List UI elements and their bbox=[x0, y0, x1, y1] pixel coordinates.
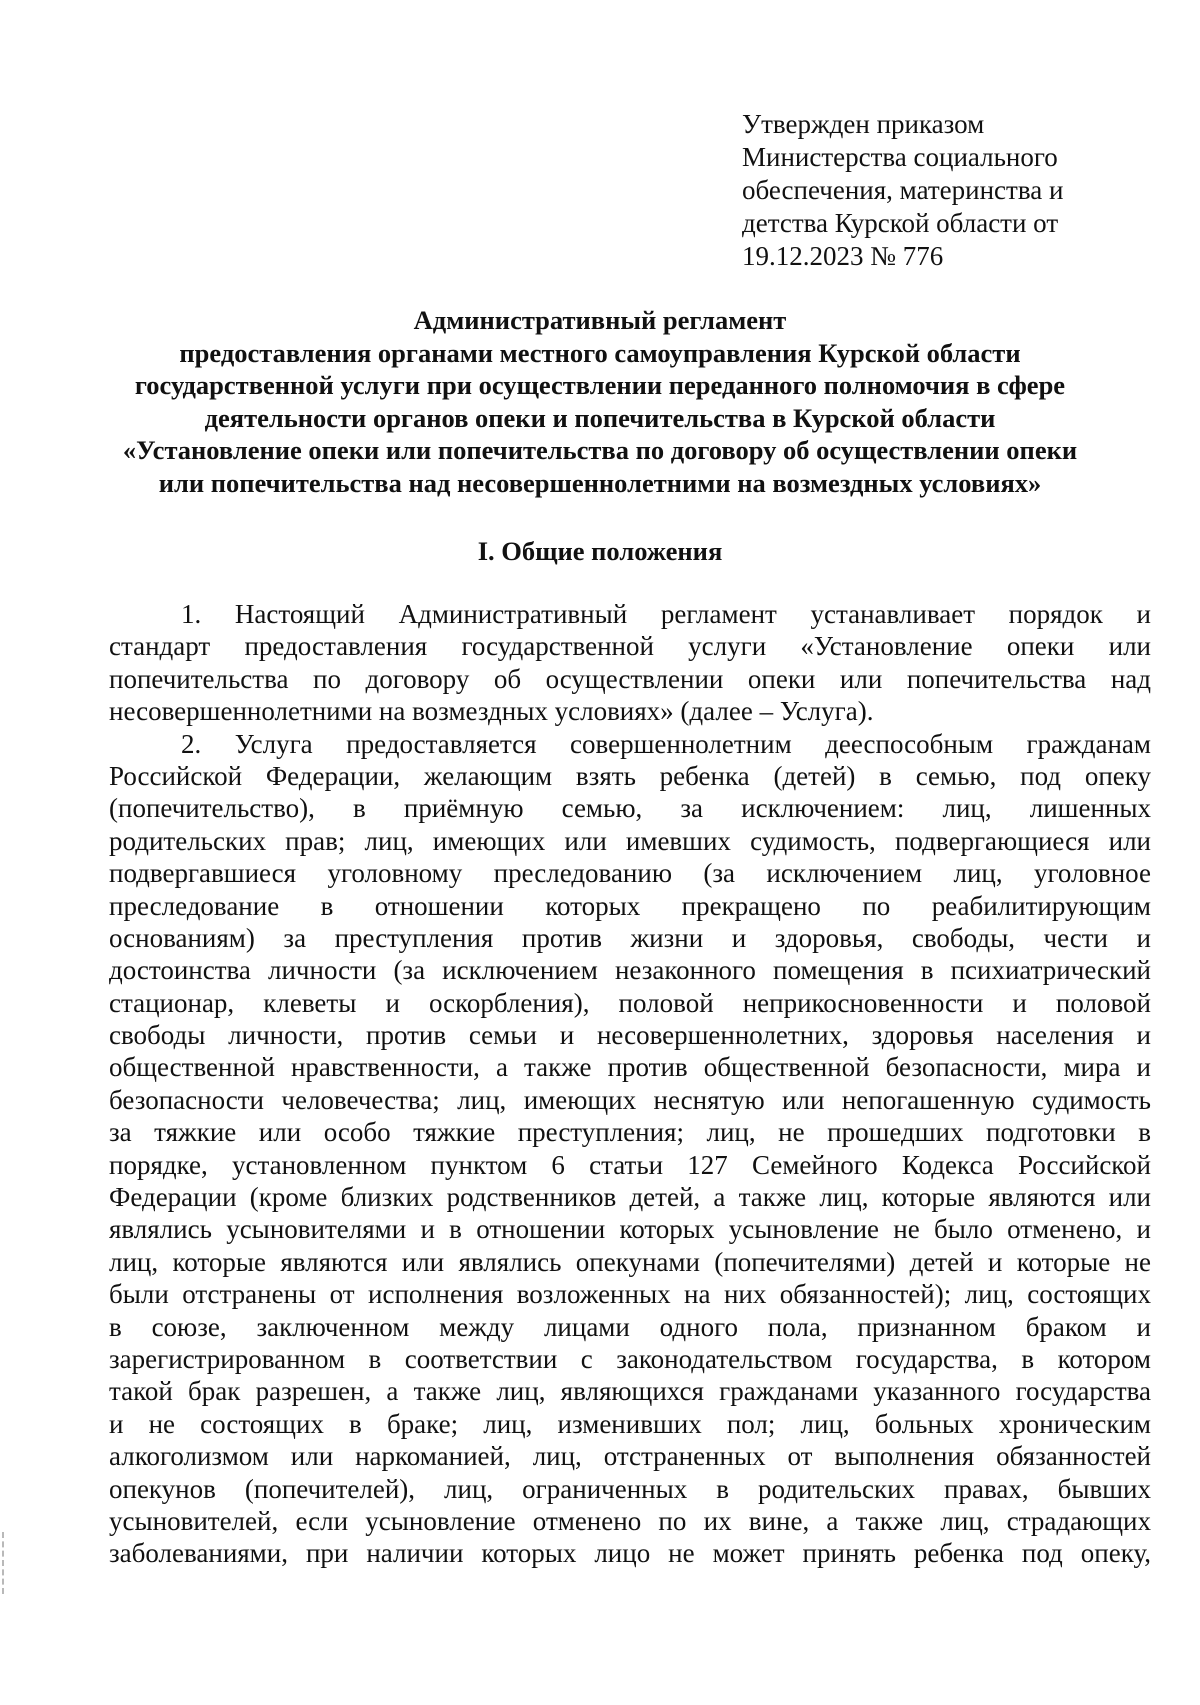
paragraph-2-line: (попечительство), в приёмную семью, за исключением: лиц, лишенных bbox=[109, 793, 1151, 824]
paragraph-2-line: были отстранены от исполнения возложенных на них обязанностей); лиц, состоящих bbox=[109, 1279, 1151, 1310]
paragraph-2-line: являлись усыновителями и в отношении которых усыновление не было отменено, и bbox=[109, 1214, 1151, 1245]
paragraph-2-line: 2. Услуга предоставляется совершеннолетним дееспособным гражданам bbox=[181, 728, 1151, 759]
document-title bbox=[100, 304, 1100, 499]
paragraph-2-line: безопасности человечества; лиц, имеющих неснятую или непогашенную судимость bbox=[109, 1084, 1151, 1115]
paragraph-2-line: стационар, клеветы и оскорбления), половой неприкосновенности и половой bbox=[109, 987, 1151, 1018]
title-line: Административный регламент bbox=[413, 305, 787, 335]
paragraph-2-line: общественной нравственности, а также против общественной безопасности, мира и bbox=[109, 1052, 1151, 1083]
paragraph-2-line: преследование в отношении которых прекращено по реабилитирующим bbox=[109, 890, 1151, 921]
paragraph-2-line: за тяжкие или особо тяжкие преступления; лиц, не прошедших подготовки в bbox=[109, 1117, 1151, 1148]
paragraph-2-line: достоинства личности (за исключением незаконного помещения в психиатрический bbox=[109, 955, 1151, 986]
paragraph-2-line: лиц, которые являются или являлись опекунами (попечителями) детей и которые не bbox=[109, 1246, 1151, 1277]
paragraph-2-line: основаниям) за преступления против жизни и здоровья, свободы, чести и bbox=[109, 922, 1151, 953]
paragraph-2-line: зарегистрированном в соответствии с законодательством государства, в котором bbox=[109, 1343, 1151, 1374]
approval-line: детства Курской области от bbox=[742, 208, 1059, 238]
approval-line: Утвержден приказом bbox=[742, 109, 985, 139]
title-line: или попечительства над несовершеннолетними на возмездных условиях» bbox=[158, 467, 1042, 498]
paragraph-2-line: такой брак разрешен, а также лиц, являющихся гражданами указанного государства bbox=[109, 1376, 1151, 1407]
paragraph-2-line: Федерации (кроме близких родственников детей, а также лиц, которые являются или bbox=[109, 1182, 1151, 1213]
paragraph-2-line: свободы личности, против семьи и несовершеннолетних, здоровья населения и bbox=[109, 1020, 1151, 1051]
paragraph-1-line: 1. Настоящий Административный регламент устанавливает порядок и bbox=[181, 599, 1151, 629]
title-line: «Установление опеки или попечительства по договору об осуществлении опеки bbox=[122, 435, 1078, 465]
paragraph-2-line: порядке, установленном пунктом 6 статьи 127 Семейного Кодекса Российской bbox=[109, 1149, 1151, 1180]
paragraph-2-line: подвергавшиеся уголовному преследованию (за исключением лиц, уголовное bbox=[109, 858, 1151, 889]
paragraph-2-line: заболеваниями, при наличии которых лицо не может принять ребенка под опеку, bbox=[109, 1538, 1151, 1569]
paragraph-2-line: усыновителей, если усыновление отменено по их вине, а также лиц, страдающих bbox=[109, 1505, 1151, 1536]
paragraph-2-line: алкоголизмом или наркоманией, лиц, отстраненных от выполнения обязанностей bbox=[109, 1441, 1151, 1472]
approval-line: Министерства социального bbox=[742, 142, 1058, 172]
paragraph-2-line: родительских прав; лиц, имеющих или имевших судимость, подвергающиеся или bbox=[109, 825, 1151, 856]
title-line: предоставления органами местного самоуправления Курской области bbox=[179, 337, 1021, 368]
section-heading: I. Общие положения bbox=[477, 536, 723, 566]
approval-line: обеспечения, материнства и bbox=[742, 175, 1064, 205]
paragraph-2-line: опекунов (попечителей), лиц, ограниченных в родительских правах, бывших bbox=[109, 1473, 1151, 1504]
body-text bbox=[109, 598, 1151, 1570]
scan-edge-marks bbox=[2, 1532, 8, 1594]
paragraph-1-line: несовершеннолетними на возмездных условиях» (далее – Услуга). bbox=[109, 696, 874, 727]
title-line: государственной услуги при осуществлении переданного полномочия в сфере bbox=[134, 370, 1066, 400]
title-line: деятельности органов опеки и попечительства в Курской области bbox=[204, 402, 996, 433]
paragraph-2-line: в союзе, заключенном между лицами одного пола, признанном браком и bbox=[109, 1311, 1151, 1342]
paragraph-2-line: и не состоящих в браке; лиц, изменивших пол; лиц, больных хроническим bbox=[109, 1408, 1151, 1439]
paragraph-2-line: Российской Федерации, желающим взять ребенка (детей) в семью, под опеку bbox=[109, 760, 1151, 791]
approval-stamp-block bbox=[742, 108, 1102, 273]
paragraph-1-line: стандарт предоставления государственной услуги «Установление опеки или bbox=[109, 631, 1151, 662]
approval-line: 19.12.2023 № 776 bbox=[742, 241, 944, 271]
paragraph-1-line: попечительства по договору об осуществлении опеки или попечительства над bbox=[109, 663, 1151, 694]
